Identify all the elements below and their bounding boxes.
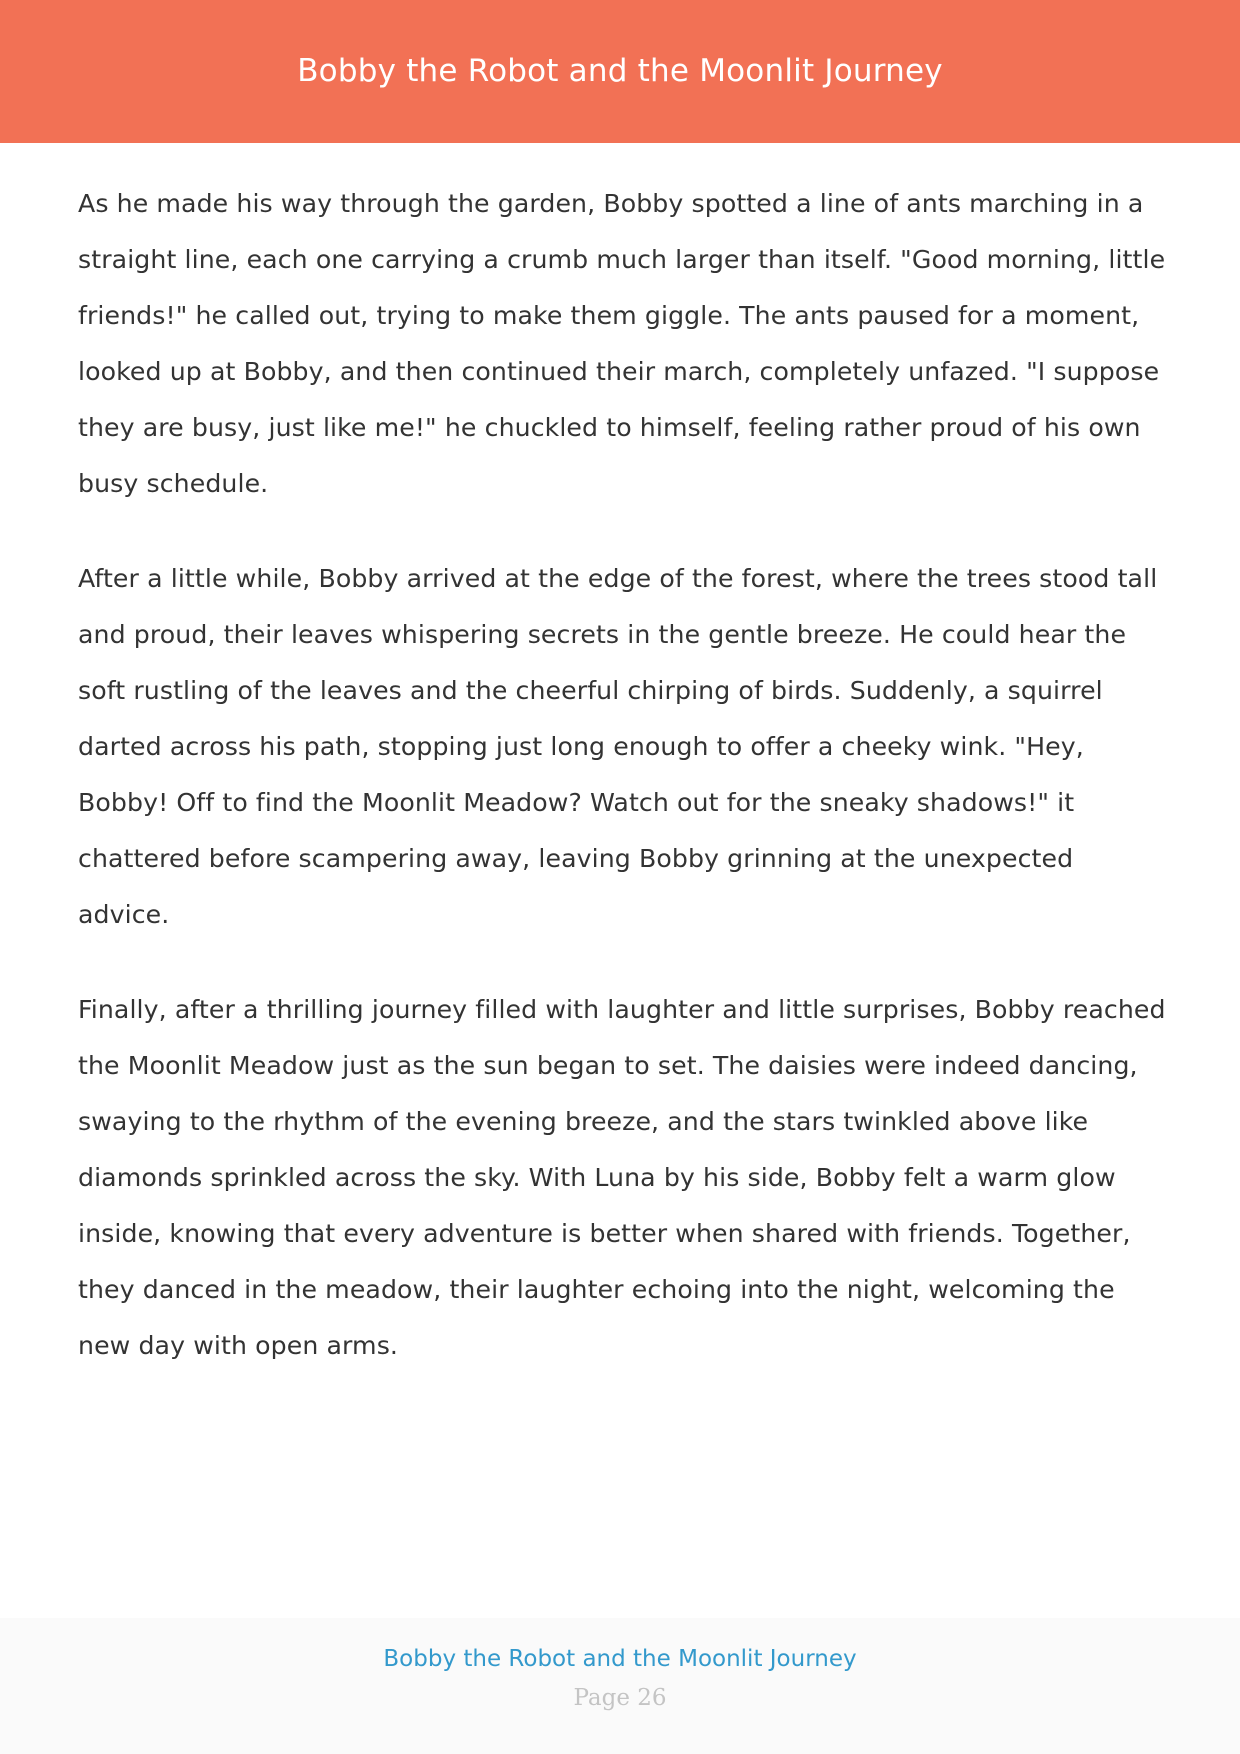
story-paragraph: As he made his way through the garden, Bobby spotted a line of ants marching in a straight line, each one carrying a crumb much larger than itself. "Good morning, little friends!" he called out, trying to make them giggle. The ants paused for a moment, looked up at Bobby, and then continued their march, completely unfazed. "I suppose they are busy, just like me!" he chuckled to himself, feeling rather proud of his own busy schedule. (78, 189, 1166, 498)
header-title: Bobby the Robot and the Moonlit Journey (297, 52, 943, 89)
story-content (78, 176, 1168, 1413)
page-number: Page 26 (573, 1685, 667, 1711)
story-paragraph: Finally, after a thrilling journey filled with laughter and little surprises, Bobby reached the Moonlit Meadow just as the sun began to set. The daisies were indeed dancing, swaying to the rhythm of the evening breeze, and the stars twinkled above like diamonds sprinkled across the sky. With Luna by his side, Bobby felt a warm glow inside, knowing that every adventure is better when shared with friends. Together, they danced in the meadow, their laughter echoing into the night, welcoming the new day with open arms. (78, 995, 1166, 1360)
footer-title: Bobby the Robot and the Moonlit Journey (383, 1646, 857, 1672)
page-footer (0, 1618, 1240, 1754)
story-paragraph: After a little while, Bobby arrived at the edge of the forest, where the trees stood tall and proud, their leaves whispering secrets in the gentle breeze. He could hear the soft rustling of the leaves and the cheerful chirping of birds. Suddenly, a squirrel darted across his path, stopping just long enough to offer a cheeky wink. "Hey, Bobby! Off to find the Moonlit Meadow? Watch out for the sneaky shadows!" it chattered before scampering away, leaving Bobby grinning at the unexpected advice. (78, 564, 1158, 929)
page-header (0, 0, 1240, 143)
